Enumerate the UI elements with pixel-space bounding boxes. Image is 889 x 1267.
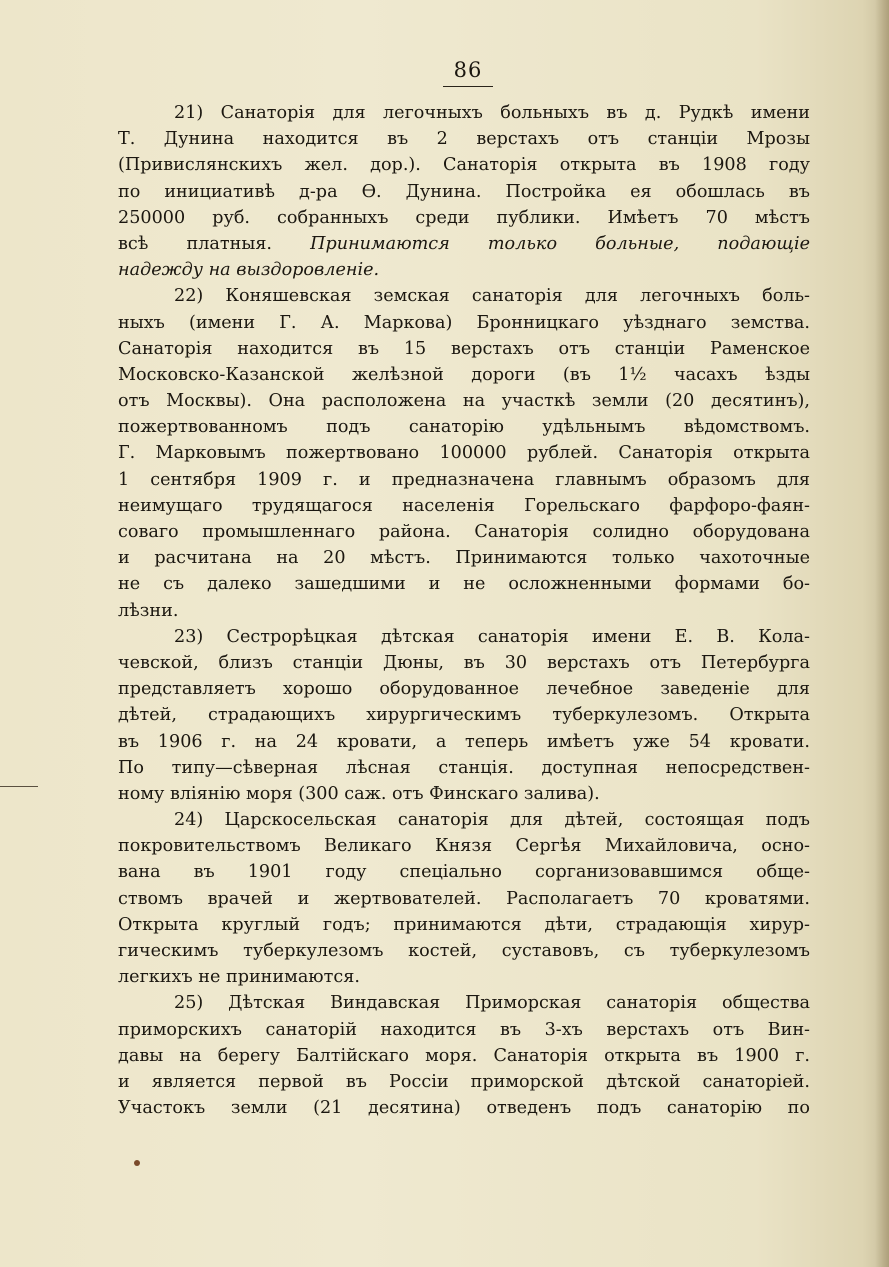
- text-line: [118, 624, 810, 650]
- text-line-content: ныхъ (имени Г. А. Маркова) Бронницкаго уѣзднаго земства.: [118, 312, 810, 333]
- text-line: [118, 886, 810, 912]
- text-line: [118, 676, 810, 702]
- text-line-content: приморскихъ санаторій находится въ 3-хъ верстахъ отъ Вин-: [118, 1019, 810, 1040]
- text-line: [118, 990, 810, 1016]
- text-line-content: давы на берегу Балтійскаго моря. Санаторія открыта въ 1900 г.: [118, 1045, 810, 1066]
- page-edge-shadow: [875, 0, 889, 1267]
- text-line: [118, 755, 810, 781]
- text-line: [118, 833, 810, 859]
- text-line-content: отъ Москвы). Она расположена на участкѣ земли (20 десятинъ),: [118, 391, 810, 412]
- text-line-content: гическимъ туберкулезомъ костей, суставовъ, съ туберкулезомъ: [118, 941, 810, 961]
- text-line-content: Г. Марковымъ пожертвовано 100000 рублей. Санаторія открыта: [118, 443, 810, 464]
- text-line-content: Открыта круглый годъ; принимаются дѣти, страдающія хирур-: [118, 914, 810, 935]
- text-line: [118, 1069, 810, 1095]
- text-line: [118, 781, 810, 807]
- text-line-content: Т. Дунина находится въ 2 верстахъ отъ станціи Мрозы: [118, 129, 810, 150]
- text-line: [118, 126, 810, 152]
- text-line-content: 23) Сестрорѣцкая дѣтская санаторія имени Е. В. Кола-: [174, 626, 810, 647]
- text-line: [118, 152, 810, 178]
- text-line: [118, 1017, 810, 1043]
- text-line: [118, 205, 810, 231]
- text-line: [118, 571, 810, 597]
- text-line-content: неимущаго трудящагося населенія Горельскаго фарфоро-фаян-: [118, 495, 810, 516]
- text-line: [118, 179, 810, 205]
- text-line: [118, 310, 810, 336]
- text-line-content: представляетъ хорошо оборудованное лечебное заведеніе для: [118, 679, 810, 700]
- text-line-content: лѣзни.: [118, 600, 179, 621]
- text-line-content: вана въ 1901 году спеціально сорганизовавшимся обще-: [118, 862, 810, 883]
- text-line: [118, 912, 810, 938]
- text-line-content: въ 1906 г. на 24 кровати, а теперь имѣетъ уже 54 кровати.: [118, 731, 810, 752]
- text-line-content: Участокъ земли (21 десятина) отведенъ подъ санаторію по: [118, 1098, 810, 1119]
- text-line: [118, 440, 810, 466]
- text-line: [118, 1043, 810, 1069]
- text-line-content: Санаторія находится въ 15 верстахъ отъ станціи Раменское: [118, 338, 810, 359]
- text-line-content: и является первой въ Россіи приморской дѣтской санаторіей.: [118, 1071, 810, 1092]
- margin-mark: [0, 786, 38, 787]
- text-line-content: не съ далеко зашедшими и не осложненными формами бо-: [118, 574, 810, 595]
- text-line: [118, 702, 810, 728]
- text-line: [118, 493, 810, 519]
- text-line-content: и расчитана на 20 мѣстъ. Принимаются только чахоточные: [118, 548, 810, 569]
- text-line: [118, 964, 810, 990]
- page-number: 86: [453, 58, 483, 82]
- text-line-content: 25) Дѣтская Виндавская Приморская санаторія общества: [174, 993, 810, 1014]
- text-line-content: 1 сентября 1909 г. и предназначена главнымъ образомъ для: [118, 469, 810, 490]
- text-line-content: ному вліянію моря (300 саж. отъ Финскаго залива).: [118, 783, 600, 804]
- text-line: [118, 231, 810, 257]
- text-line-content: всѣ платныя.: [118, 233, 311, 254]
- text-line: [118, 598, 810, 624]
- text-line-content: покровительствомъ Великаго Князя Сергѣя Михайловича, осно-: [118, 836, 810, 857]
- text-line-italic: надежду на выздоровленіе.: [118, 260, 380, 281]
- text-line-content: соваго промышленнаго района. Санаторія солидно оборудована: [118, 522, 810, 542]
- text-line-content: чевской, близъ станціи Дюны, въ 30 верстахъ отъ Петербурга: [118, 652, 810, 673]
- text-line-content: 22) Коняшевская земская санаторія для легочныхъ боль-: [174, 286, 810, 307]
- text-line-content: 250000 руб. собранныхъ среди публики. Имѣетъ 70 мѣстъ: [118, 207, 810, 228]
- text-line-content: (Привислянскихъ жел. дор.). Санаторія открыта въ 1908 году: [118, 155, 810, 176]
- text-line: [118, 362, 810, 388]
- text-line: [118, 859, 810, 885]
- text-line: [118, 729, 810, 755]
- text-line: [118, 519, 810, 545]
- text-line: [118, 336, 810, 362]
- text-line-content: 21) Санаторія для легочныхъ больныхъ въ д. Рудкѣ имени: [174, 103, 810, 123]
- body-text: [118, 100, 810, 1121]
- text-line: [118, 100, 810, 126]
- text-line: [118, 283, 810, 309]
- text-line: [118, 467, 810, 493]
- text-line: [118, 807, 810, 833]
- text-line-content: пожертвованномъ подъ санаторію удѣльнымъ вѣдомствомъ.: [118, 417, 810, 438]
- text-line: [118, 1095, 810, 1121]
- text-line-content: 24) Царскосельская санаторія для дѣтей, состоящая подъ: [174, 810, 810, 831]
- text-line-content: дѣтей, страдающихъ хирургическимъ туберкулезомъ. Открыта: [118, 705, 810, 726]
- text-line: [118, 257, 810, 283]
- text-line-content: По типу—сѣверная лѣсная станція. доступная непосредствен-: [118, 757, 810, 778]
- text-line-content: Московско-Казанской желѣзной дороги (въ 1½ часахъ ѣзды: [118, 364, 810, 385]
- text-line-italic: Принимаются только больные, подающіе: [310, 233, 810, 254]
- ink-spot: [134, 1160, 140, 1166]
- text-line-content: ствомъ врачей и жертвователей. Располагаетъ 70 кроватями.: [118, 888, 810, 909]
- text-line: [118, 388, 810, 414]
- text-line: [118, 414, 810, 440]
- page-number-rule: [443, 86, 493, 87]
- text-line: [118, 650, 810, 676]
- text-line-content: легкихъ не принимаются.: [118, 967, 360, 988]
- text-line-content: по инициативѣ д-ра Ѳ. Дунина. Постройка ея обошлась въ: [118, 181, 810, 202]
- text-line: [118, 545, 810, 571]
- text-line: [118, 938, 810, 964]
